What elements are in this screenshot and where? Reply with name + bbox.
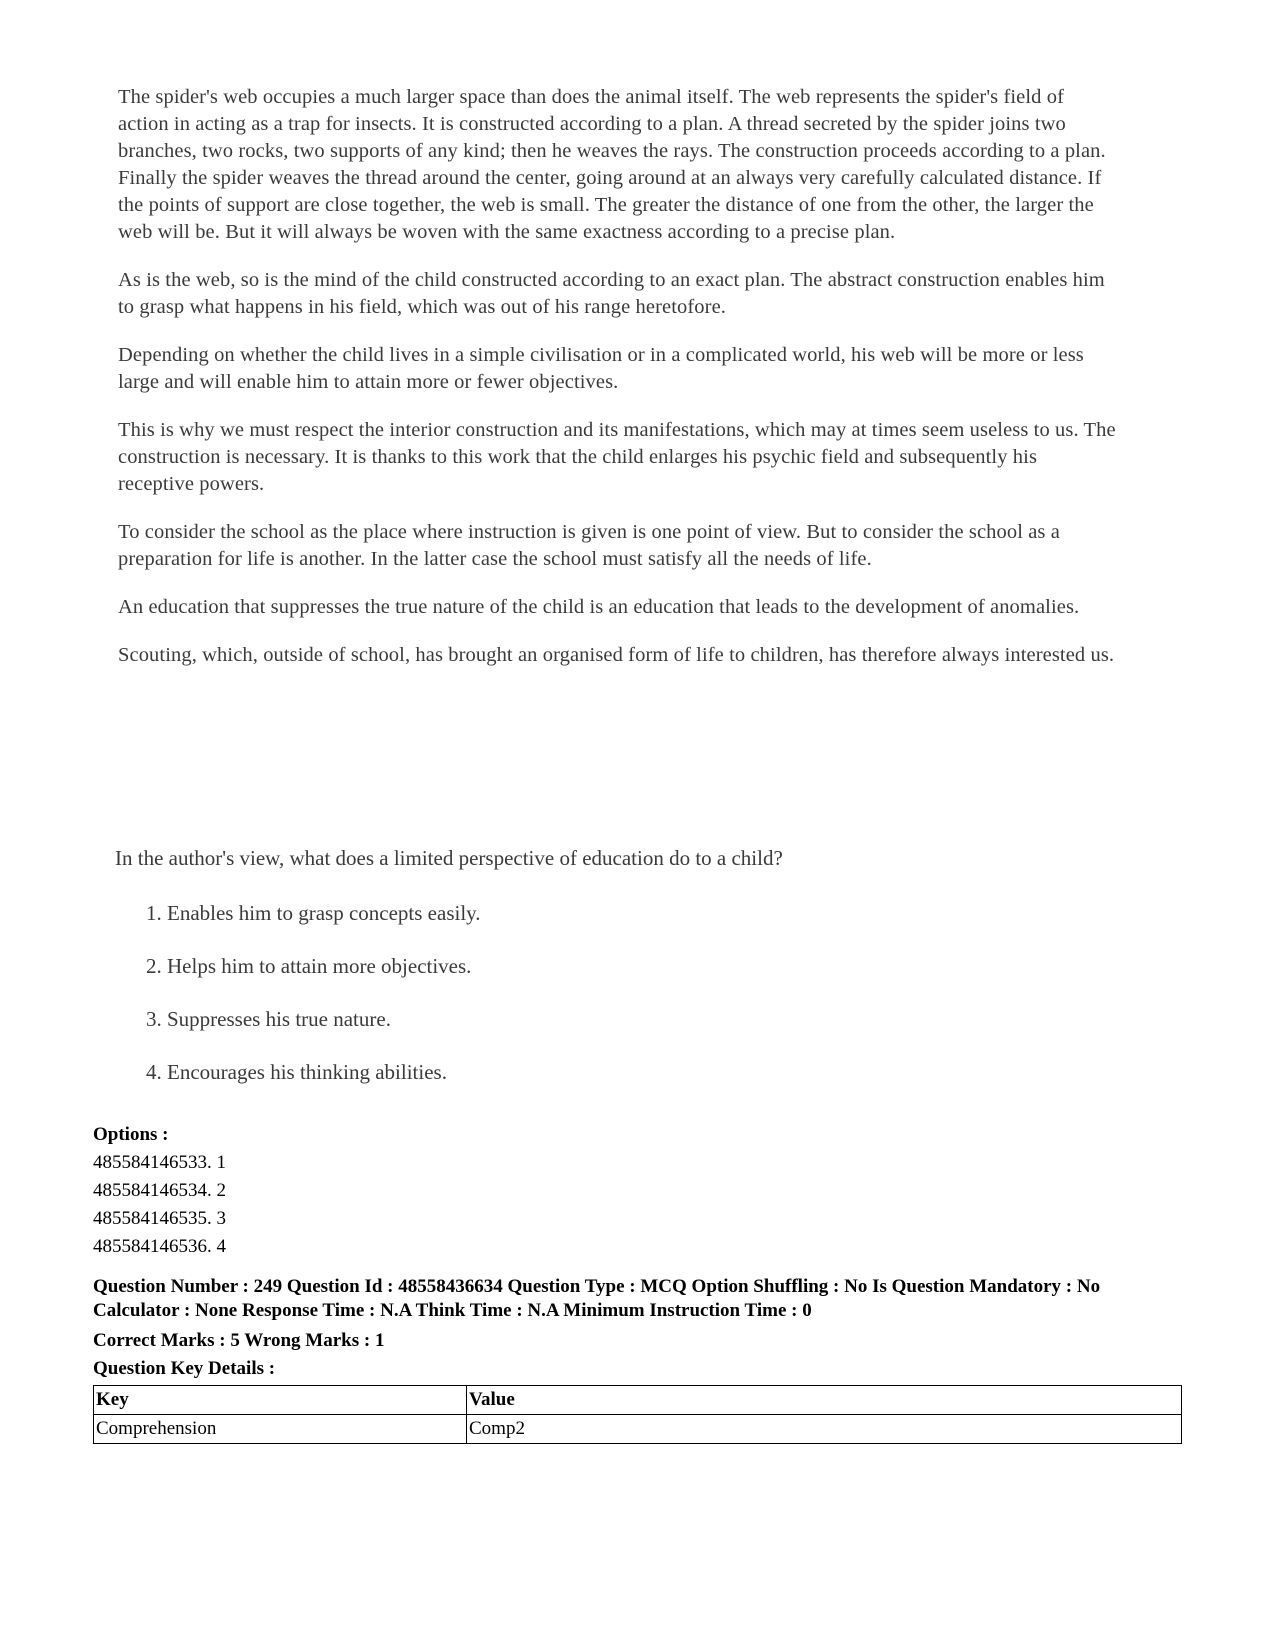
passage-paragraph: The spider's web occupies a much larger space than does the animal itself. The web represents the spider's field of action in acting as a trap for insects. It is constructed according to a plan. A thread secreted by the spider joins two branches, two rocks, two supports of any kind; then he weaves the rays. The construction proceeds according to a plan. Finally the spider weaves the thread around the center, going around at an always very carefully calculated distance. If the points of support are close together, the web is small. The greater the distance of one from the other, the larger the web will be. But it will always be woven with the same exactness according to a precise plan.	[118, 86, 1106, 243]
passage-paragraph: Depending on whether the child lives in a simple civilisation or in a complicated world, his web will be more or less large and will enable him to attain more or fewer objectives.	[118, 344, 1084, 393]
value-column-header: Value	[467, 1386, 1182, 1415]
value-cell: Comp2	[467, 1415, 1182, 1444]
passage-paragraph: As is the web, so is the mind of the child constructed according to an exact plan. The abstract construction enables him to grasp what happens in his field, which was out of his range heretofore.	[118, 269, 1105, 318]
table-row	[94, 1415, 1182, 1444]
option-item: 485584146535. 3	[93, 1208, 226, 1229]
choice-item: 4. Encourages his thinking abilities.	[146, 1060, 447, 1084]
options-label: Options :	[93, 1124, 169, 1145]
marks-info: Correct Marks : 5 Wrong Marks : 1	[93, 1330, 385, 1351]
question-metadata	[93, 1121, 1183, 1444]
key-cell: Comprehension	[94, 1415, 467, 1444]
choice-item: 2. Helps him to attain more objectives.	[146, 954, 472, 978]
option-item: 485584146536. 4	[93, 1236, 226, 1257]
key-table	[93, 1385, 1182, 1444]
passage-paragraph: An education that suppresses the true nature of the child is an education that leads to the development of anomalies.	[118, 596, 1080, 618]
question	[115, 845, 1015, 1112]
choice-item: 1. Enables him to grasp concepts easily.	[146, 901, 481, 925]
question-info: Question Number : 249 Question Id : 48558436634 Question Type : MCQ Option Shuffling : No Is Question Mandatory : No Calculator : None Response Time : N.A Think Time : N.A Minimum Instruction Time : 0	[93, 1276, 1101, 1321]
option-item: 485584146533. 1	[93, 1152, 226, 1173]
key-table-header-row	[94, 1386, 1182, 1415]
choice-list	[115, 900, 1015, 1086]
option-item: 485584146534. 2	[93, 1180, 226, 1201]
choice-item: 3. Suppresses his true nature.	[146, 1007, 391, 1031]
passage	[118, 84, 1118, 690]
passage-paragraph: Scouting, which, outside of school, has brought an organised form of life to children, has therefore always interested us.	[118, 644, 1115, 666]
passage-paragraph: To consider the school as the place where instruction is given is one point of view. But to consider the school as a preparation for life is another. In the latter case the school must satisfy all the needs of life.	[118, 521, 1060, 570]
key-column-header: Key	[94, 1386, 467, 1415]
passage-paragraph: This is why we must respect the interior construction and its manifestations, which may at times seem useless to us. The construction is necessary. It is thanks to this work that the child enlarges his psychic field and subsequently his receptive powers.	[118, 419, 1116, 495]
question-text: In the author's view, what does a limited perspective of education do to a child?	[115, 846, 783, 870]
key-details-label: Question Key Details :	[93, 1358, 276, 1379]
options-list	[93, 1149, 1183, 1261]
